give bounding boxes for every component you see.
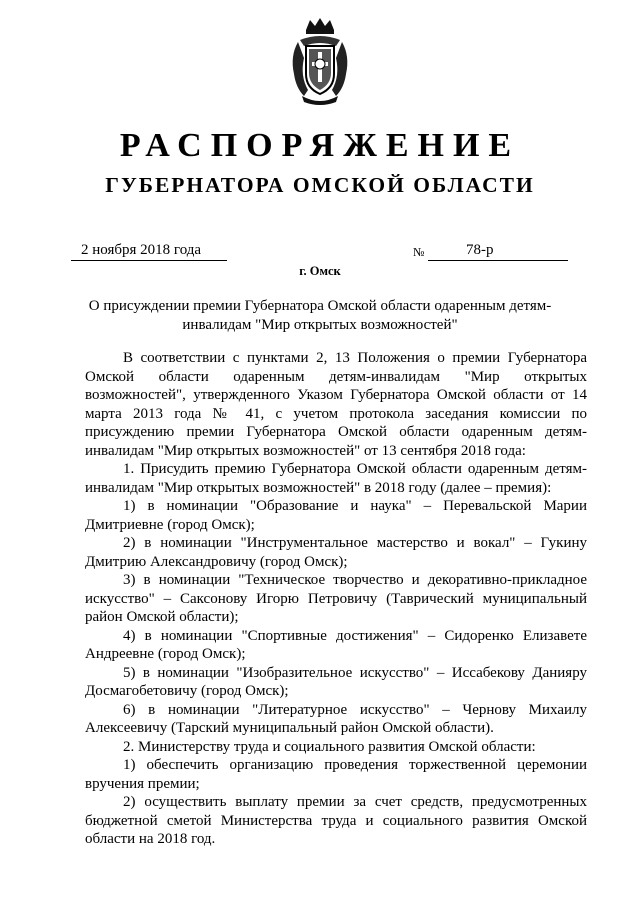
- paragraph-preamble: В соответствии с пунктами 2, 13 Положения о премии Губернатора Омской области одаренным детям-инвалидам "Мир открытых возможностей", утвержденного Указом Губернатора Омской области от 14 марта 2013 года № 41, с учетом протокола заседания комиссии по присуждению премии Губернатора Омской области одаренным детям-инвалидам "Мир открытых возможностей" от 13 сентября 2018 года:: [85, 350, 587, 459]
- paragraph-item-1-4: 4) в номинации "Спортивные достижения" – Сидоренко Елизавете Андреевне (город Омск);: [85, 627, 587, 662]
- paragraph-item-1-3: 3) в номинации "Техническое творчество и декоративно-прикладное искусство" – Саксонову Игорю Петровичу (Таврический муниципальный район Омской области);: [85, 572, 587, 625]
- document-city: г. Омск: [299, 264, 341, 278]
- document-heading: О присуждении премии Губернатора Омской области одаренным детям-инвалидам "Мир открытых возможностей": [88, 298, 552, 333]
- document-title: РАСПОРЯЖЕНИЕ: [119, 127, 521, 164]
- paragraph-item-1-5: 5) в номинации "Изобразительное искусство" – Иссабекову Данияру Досмагобетовичу (город Омск);: [85, 664, 587, 699]
- document-number: 78-р: [428, 240, 568, 261]
- paragraph-item-2-1: 1) обеспечить организацию проведения торжественной церемонии вручения премии;: [85, 757, 587, 792]
- paragraph-item-2-2: 2) осуществить выплату премии за счет средств, предусмотренных бюджетной сметой Министерства труда и социального развития Омской области на 2018 год.: [85, 794, 587, 847]
- document-issuer: ГУБЕРНАТОРА ОМСКОЙ ОБЛАСТИ: [105, 173, 535, 197]
- number-label: №: [413, 245, 425, 259]
- paragraph-item-1-1: 1) в номинации "Образование и наука" – Перевальской Марии Дмитриевне (город Омск);: [85, 498, 587, 533]
- document-body: [85, 349, 587, 849]
- paragraph-item-2: 2. Министерству труда и социального развития Омской области:: [123, 738, 536, 755]
- coat-of-arms-icon: [286, 16, 354, 106]
- paragraph-item-1: 1. Присудить премию Губернатора Омской области одаренным детям-инвалидам "Мир открытых возможностей" в 2018 году (далее – премия):: [85, 461, 587, 496]
- paragraph-item-1-2: 2) в номинации "Инструментальное мастерство и вокал" – Гукину Дмитрию Александровичу (город Омск);: [85, 535, 587, 570]
- document-date: 2 ноября 2018 года: [71, 240, 227, 261]
- paragraph-item-1-6: 6) в номинации "Литературное искусство" – Чернову Михаилу Алексеевичу (Тарский муниципальный район Омской области).: [85, 701, 587, 736]
